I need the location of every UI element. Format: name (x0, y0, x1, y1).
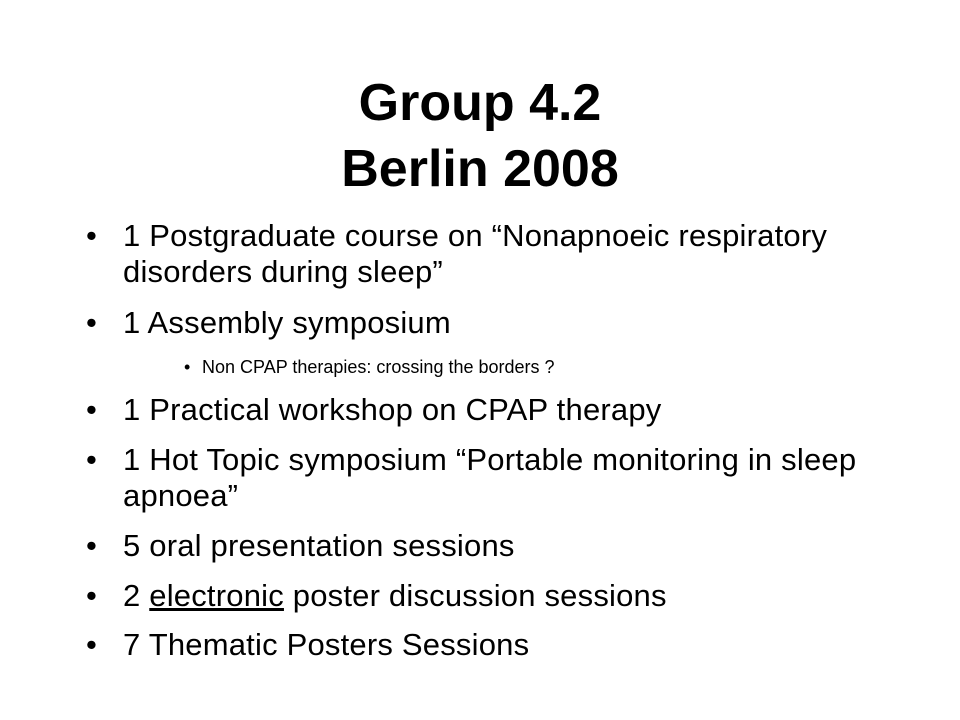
bullet-icon: • (86, 305, 98, 340)
list-item-text (123, 578, 883, 614)
underlined-word: electronic (149, 578, 284, 613)
bullet-icon: • (86, 578, 98, 613)
list-item-text: 5 oral presentation sessions (123, 528, 515, 563)
list-item-text: 1 Postgraduate course on “Nonapnoeic respiratory disorders during sleep” (123, 218, 828, 289)
list-item-text: 1 Hot Topic symposium “Portable monitoring in sleep apnoea” (123, 442, 857, 513)
list-item-text: 1 Practical workshop on CPAP therapy (123, 392, 662, 427)
list-item-text: 7 Thematic Posters Sessions (123, 627, 530, 662)
text-segment: poster discussion sessions (283, 578, 667, 613)
list-item-text: 1 Assembly symposium (123, 305, 451, 340)
bullet-icon: • (184, 357, 191, 377)
text-segment: 2 (123, 578, 150, 613)
sub-list-item-text: Non CPAP therapies: crossing the borders ? (202, 357, 555, 377)
title-line-1: Group 4.2 (358, 74, 602, 132)
bullet-icon: • (86, 627, 98, 662)
bullet-icon: • (86, 528, 98, 563)
bullet-icon: • (86, 218, 98, 253)
bullet-icon: • (86, 392, 98, 427)
slide-title (0, 70, 960, 202)
bullet-icon: • (86, 442, 98, 477)
title-line-2: Berlin 2008 (341, 140, 619, 198)
